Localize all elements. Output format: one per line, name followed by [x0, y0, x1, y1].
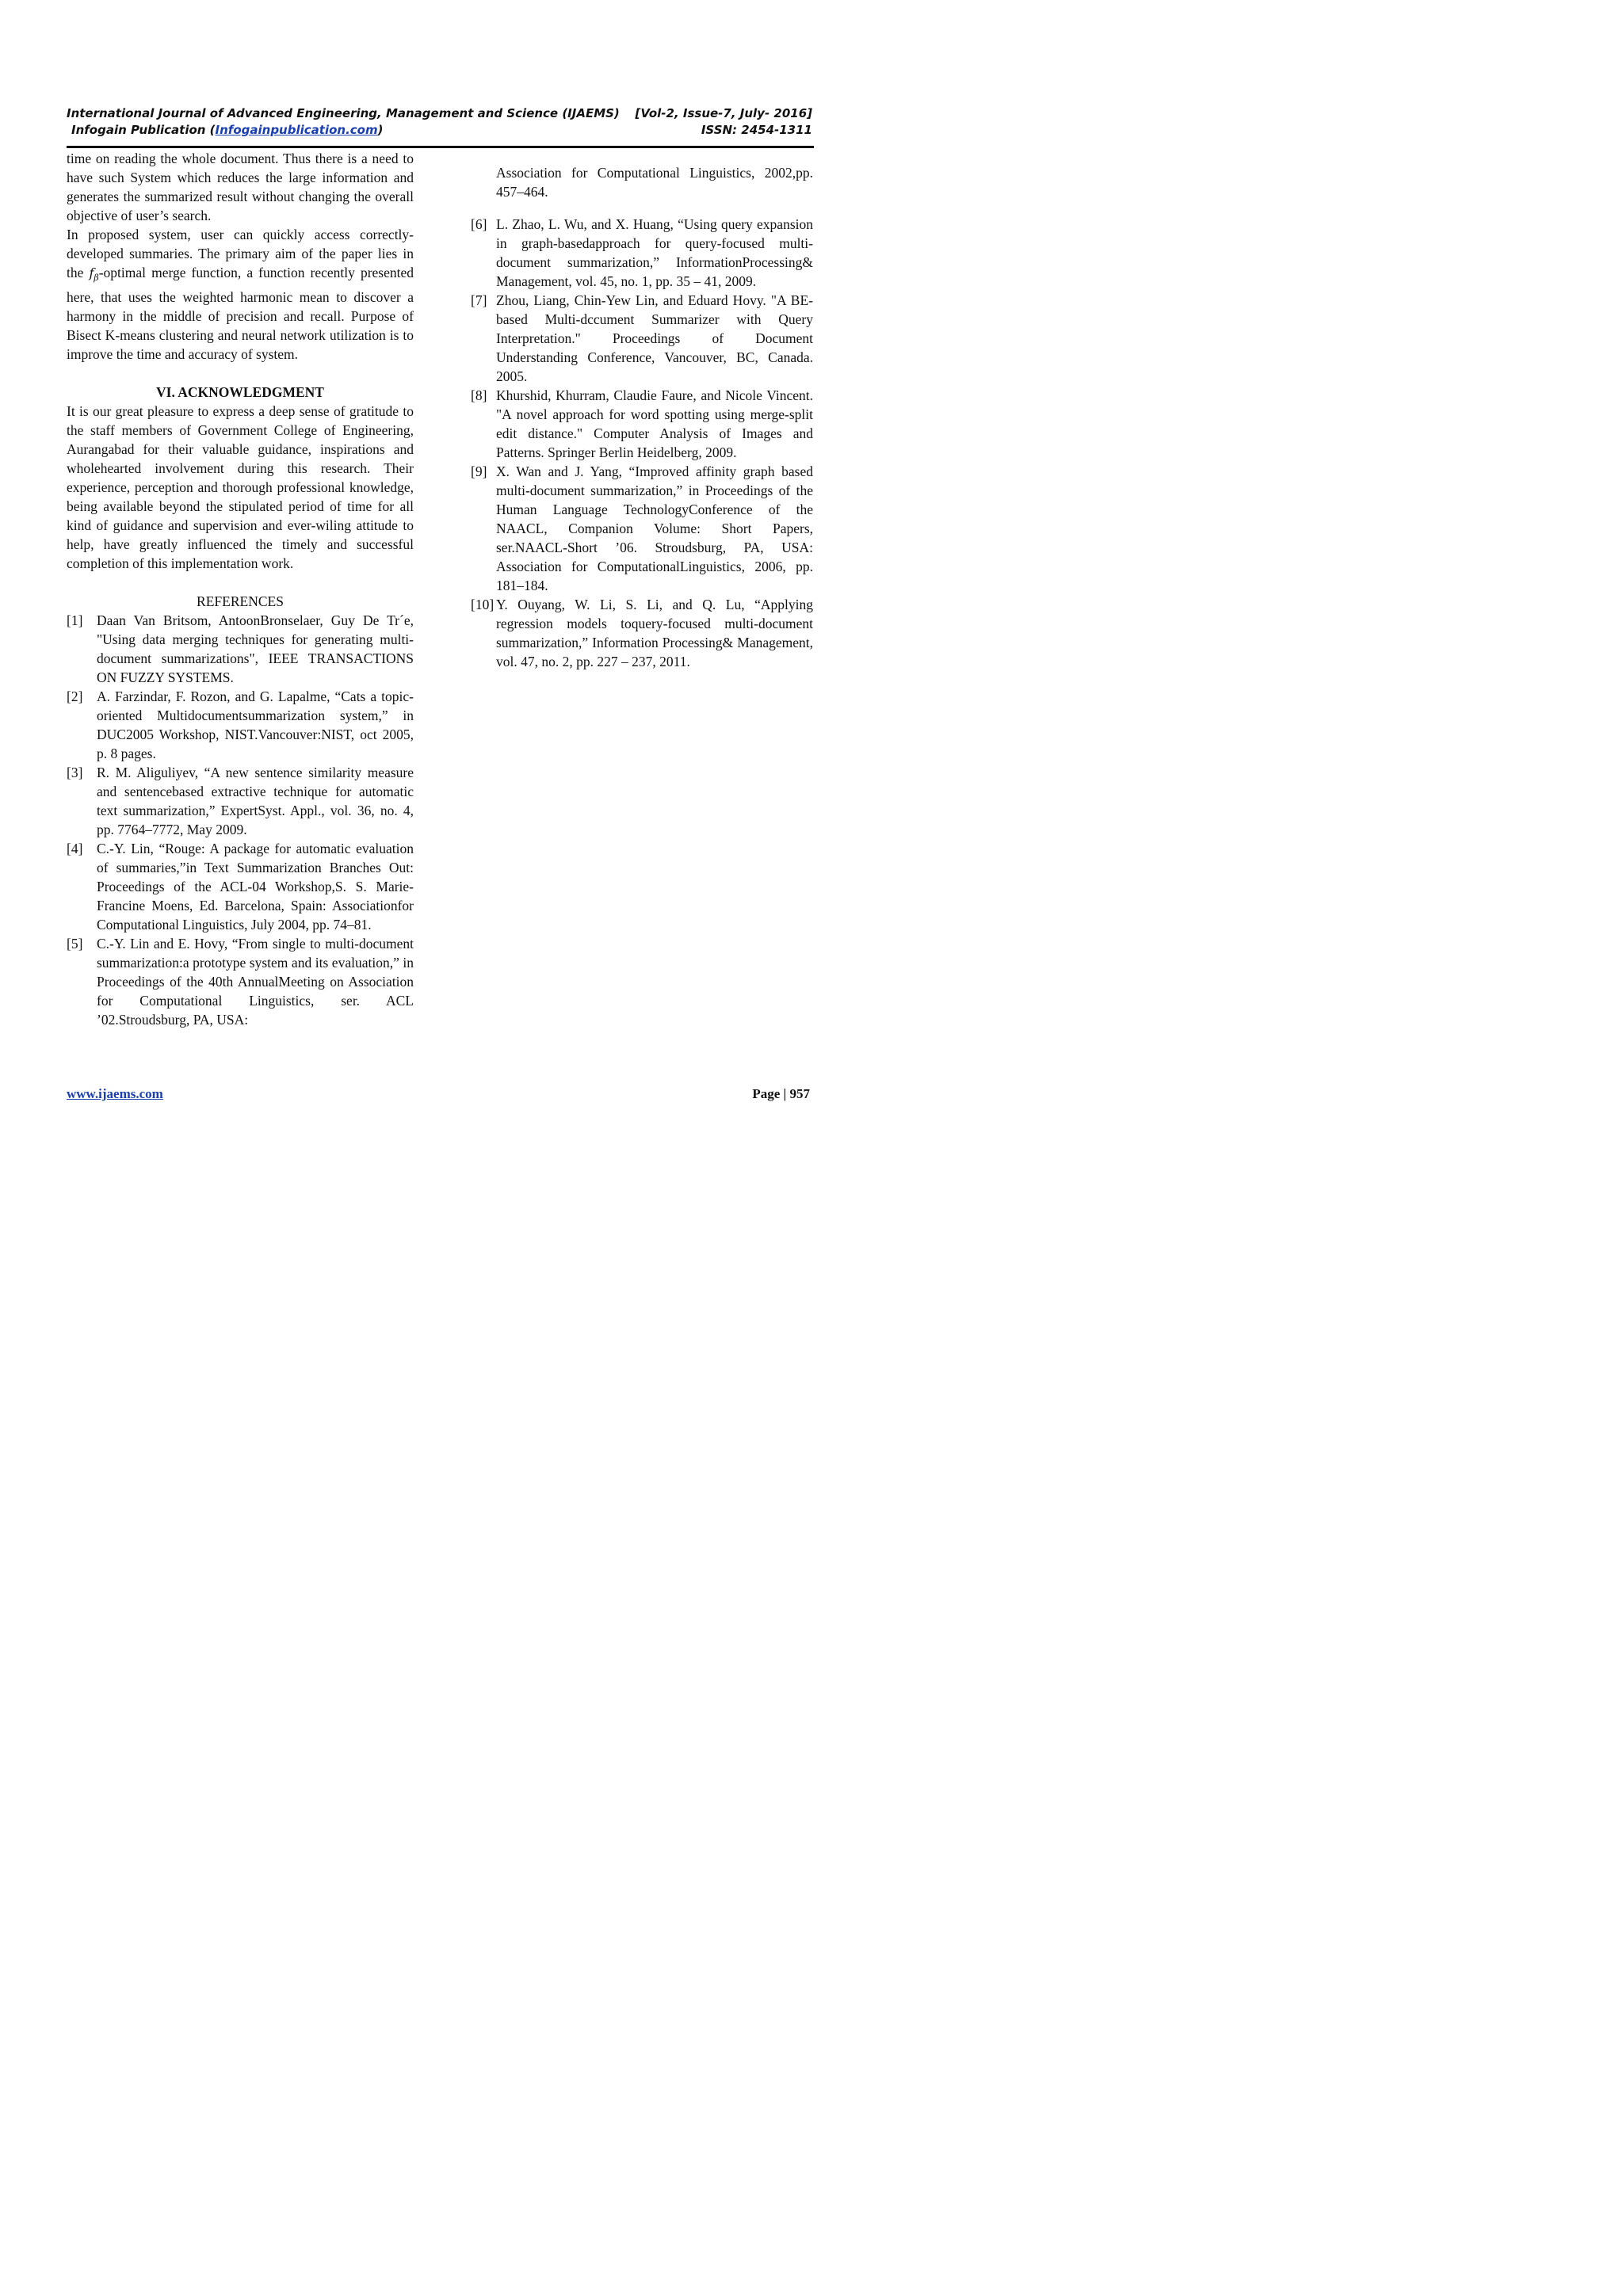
body-paragraph: time on reading the whole document. Thus there is a need to have such System which reduces the large information and generates the summarized result without changing the overall objective of user’s search. [67, 151, 414, 223]
body-paragraph [67, 225, 414, 364]
reference-number: [9] [471, 463, 487, 479]
publisher-link[interactable]: Infogainpublication.com [215, 123, 378, 137]
references-heading: REFERENCES [197, 593, 284, 610]
paragraph-text: In proposed system, user can quickly access correctly-developed summaries. The primary aim of the paper lies in the [67, 227, 414, 280]
paper-page [0, 0, 873, 1235]
volume-issue: [Vol-2, Issue-7, July- 2016] [635, 106, 812, 120]
reference-text: Khurshid, Khurram, Claudie Faure, and Nicole Vincent. "A novel approach for word spotting using merge-split edit distance." Computer Analysis of Images and Patterns. Springer Berlin Heidelberg, 2009. [496, 387, 813, 460]
page-footer [67, 1086, 810, 1102]
reference-item [471, 462, 813, 595]
reference-item [67, 763, 414, 839]
publisher-prefix: Infogain Publication ( [71, 123, 216, 137]
reference-text: Y. Ouyang, W. Li, S. Li, and Q. Lu, “Applying regression models toquery-focused multi-document summarization,” Information Processing& Management, vol. 47, no. 2, pp. 227 – 237, 2011. [496, 597, 813, 669]
page-number: Page | 957 [752, 1086, 810, 1101]
reference-text: Daan Van Britsom, AntoonBronselaer, Guy De Tr´e, "Using data merging techniques for generating multi-document summarizations", IEEE TRANSACTIONS ON FUZZY SYSTEMS. [97, 612, 414, 686]
reference-item [471, 595, 813, 671]
reference-item [67, 934, 414, 1029]
reference-number: [4] [67, 841, 83, 857]
reference-number: [10] [471, 597, 495, 612]
section-heading: VI. ACKNOWLEDGMENT [156, 384, 324, 401]
reference-number: [5] [67, 936, 83, 952]
running-header [67, 105, 812, 139]
reference-text: R. M. Aliguliyev, “A new sentence similarity measure and sentencebased extractive technique for automatic text summarization,” ExpertSyst. Appl., vol. 36, no. 4, pp. 7764–7772, May 2009. [97, 765, 414, 838]
reference-item [471, 215, 813, 291]
reference-number: [8] [471, 387, 487, 403]
publisher [71, 122, 383, 139]
reference-text: C.-Y. Lin and E. Hovy, “From single to multi-document summarization:a prototype system and its evaluation,” in Proceedings of the 40th AnnualMeeting on Association for Computational Linguistics, ser. ACL ’02.Stroudsburg, PA, USA: [97, 936, 414, 1028]
reference-continuation: Association for Computational Linguistics, 2002,pp. 457–464. [496, 164, 813, 200]
header-rule [67, 146, 814, 148]
reference-number: [1] [67, 612, 83, 629]
f-beta-symbol [89, 265, 99, 284]
math-symbol: f [89, 265, 94, 280]
right-column [471, 149, 813, 671]
reference-number: [2] [67, 688, 83, 705]
reference-text: X. Wan and J. Yang, “Improved affinity graph based multi-document summarization,” in Proceedings of the Human Language TechnologyConference of the NAACL, Companion Volume: Short Papers, ser.NAACL-Short ’06. Stroudsburg, PA, USA: Association for ComputationalLinguistics, 2006, pp. 181–184. [496, 463, 813, 593]
reference-item [67, 611, 414, 687]
acknowledgment-text: It is our great pleasure to express a deep sense of gratitude to the staff members of Government College of Engineering, Aurangabad for their valuable guidance, inspirations and wholehearted involvement during this research. Their experience, perception and thorough professional knowledge, being available beyond the stipulated period of time for all kind of guidance and supervision and ever-wiling attitude to help, have greatly influenced the timely and successful completion of this implementation work. [67, 403, 414, 572]
paragraph-text: -optimal merge function, a function recently presented here, that uses the weighted harmonic mean to discover a harmony in the middle of precision and recall. Purpose of Bisect K-means clustering and neural network utilization is to improve the time and accuracy of system. [67, 265, 414, 363]
journal-title: International Journal of Advanced Engineering, Management and Science (IJAEMS) [67, 106, 620, 120]
left-column [67, 149, 414, 1029]
issn: ISSN: 2454-1311 [701, 123, 812, 137]
reference-number: [6] [471, 216, 487, 232]
reference-item [471, 386, 813, 462]
reference-text: L. Zhao, L. Wu, and X. Huang, “Using query expansion in graph-basedapproach for query-focused multi-document summarization,” InformationProcessing& Management, vol. 45, no. 1, pp. 35 – 41, 2009. [496, 216, 813, 289]
reference-item [67, 687, 414, 763]
reference-text: A. Farzindar, F. Rozon, and G. Lapalme, “Cats a topic-oriented Multidocumentsummarization system,” in DUC2005 Workshop, NIST.Vancouver:NIST, oct 2005, p. 8 pages. [97, 688, 414, 762]
reference-number: [3] [67, 765, 83, 781]
reference-text: C.-Y. Lin, “Rouge: A package for automatic evaluation of summaries,”in Text Summarization Branches Out: Proceedings of the ACL-04 Workshop,S. S. Marie-Francine Moens, Ed. Barcelona, Spain: Associationfor Computational Linguistics, July 2004, pp. 74–81. [97, 841, 414, 933]
reference-item [67, 839, 414, 934]
website-link[interactable]: www.ijaems.com [67, 1086, 163, 1101]
math-subscript: β [94, 273, 99, 284]
reference-text: Zhou, Liang, Chin-Yew Lin, and Eduard Hovy. "A BE-based Multi-dccument Summarizer with Query Interpretation." Proceedings of Document Understanding Conference, Vancouver, BC, Canada. 2005. [496, 292, 813, 384]
publisher-suffix: ) [377, 123, 384, 137]
reference-item [471, 291, 813, 386]
reference-number: [7] [471, 292, 487, 308]
